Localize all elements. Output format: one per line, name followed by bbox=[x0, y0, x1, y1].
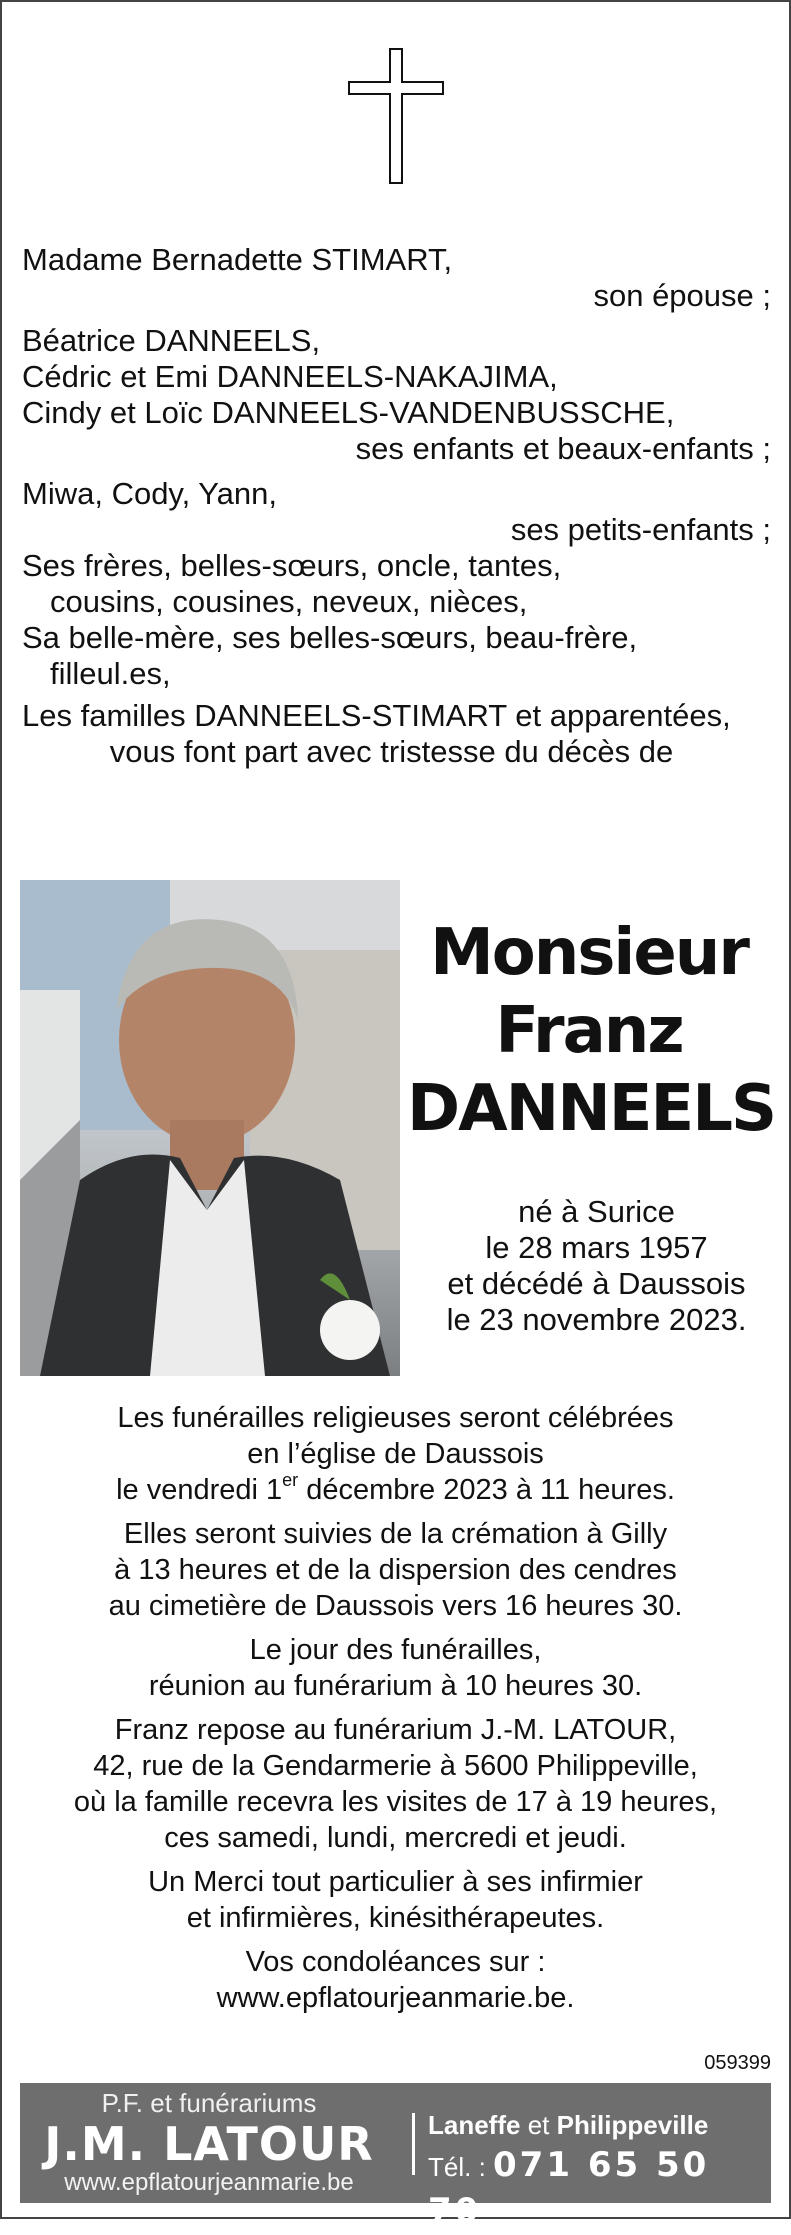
details-line: Franz repose au funérarium J.-M. LATOUR, bbox=[114, 1714, 677, 1746]
reference-number: 059399 bbox=[704, 2052, 771, 2074]
family-line: Cédric et Emi DANNEELS-NAKAJIMA, bbox=[22, 359, 558, 394]
cross-icon bbox=[346, 48, 446, 184]
details-line: où la famille recevra les visites de 17 à 19 heures, bbox=[73, 1786, 718, 1818]
announcement-line: vous font part avec tristesse du décès de bbox=[109, 734, 674, 769]
details-line: réunion au funérarium à 10 heures 30. bbox=[148, 1670, 643, 1702]
details-line: Un Merci tout particulier à ses infirmier bbox=[148, 1866, 643, 1898]
deceased-portrait bbox=[20, 880, 400, 1376]
family-line: cousins, cousines, neveux, nièces, bbox=[50, 584, 528, 619]
details-line: Elles seront suivies de la crémation à Gilly bbox=[123, 1518, 668, 1550]
deceased-name bbox=[407, 914, 776, 1148]
family-line: Sa belle-mère, ses belles-sœurs, beau-frère, bbox=[22, 620, 638, 655]
thanks-paragraph bbox=[22, 1864, 769, 1936]
details-line: Le jour des funérailles, bbox=[249, 1634, 542, 1666]
family-line: filleul.es, bbox=[50, 656, 171, 691]
funeral-home-phone[interactable]: Tél. : 071 65 50 70 bbox=[428, 2145, 710, 2231]
family-line: Madame Bernadette STIMART, bbox=[22, 242, 453, 277]
life-dates bbox=[422, 1194, 771, 1338]
family-announcement bbox=[22, 242, 771, 770]
funeral-home-subtitle: P.F. et funérariums bbox=[101, 2088, 317, 2118]
family-line: Miwa, Cody, Yann, bbox=[22, 476, 278, 511]
details-line: en l’église de Daussois bbox=[247, 1438, 544, 1470]
footer-divider bbox=[412, 2113, 415, 2175]
funeral-home-banner bbox=[20, 2083, 771, 2231]
funeral-home-contact bbox=[428, 2107, 761, 2235]
funeral-home-brand: J.M. LATOUR bbox=[44, 2117, 374, 2171]
details-line: ces samedi, lundi, mercredi et jeudi. bbox=[164, 1822, 627, 1854]
funeral-details bbox=[22, 1400, 769, 2024]
birth-date: le 28 mars 1957 bbox=[485, 1230, 708, 1265]
funeral-paragraph bbox=[22, 1400, 769, 1508]
details-line: et infirmières, kinésithérapeutes. bbox=[186, 1902, 605, 1934]
relation-line: son épouse ; bbox=[593, 278, 771, 313]
relation-line: ses enfants et beaux-enfants ; bbox=[355, 431, 771, 466]
death-date: le 23 novembre 2023. bbox=[446, 1302, 747, 1337]
details-line: 42, rue de la Gendarmerie à 5600 Philippeville, bbox=[93, 1750, 698, 1782]
details-line: au cimetière de Daussois vers 16 heures 30. bbox=[108, 1590, 683, 1622]
birth-place: né à Surice bbox=[518, 1194, 675, 1229]
cremation-paragraph bbox=[22, 1516, 769, 1624]
relation-line: ses petits-enfants ; bbox=[510, 512, 771, 547]
family-line: Cindy et Loïc DANNEELS-VANDENBUSSCHE, bbox=[22, 395, 675, 430]
details-line: le vendredi 1er décembre 2023 à 11 heures. bbox=[116, 1470, 675, 1506]
funeral-home-locations: Laneffe et Philippeville bbox=[428, 2110, 709, 2140]
condolences-paragraph bbox=[22, 1944, 769, 2016]
family-line: Béatrice DANNEELS, bbox=[22, 323, 321, 358]
family-line: Ses frères, belles-sœurs, oncle, tantes, bbox=[22, 548, 562, 583]
meeting-paragraph bbox=[22, 1632, 769, 1704]
rest-paragraph bbox=[22, 1712, 769, 1856]
details-line: à 13 heures et de la dispersion des cendres bbox=[114, 1554, 677, 1586]
funeral-home-identity bbox=[20, 2083, 398, 2203]
details-line: Les funérailles religieuses seront célébrées bbox=[117, 1402, 674, 1434]
last-name: DANNEELS bbox=[407, 1072, 776, 1146]
family-line: Les familles DANNEELS-STIMART et apparentées, bbox=[22, 698, 731, 733]
funeral-home-website[interactable]: www.epflatourjeanmarie.be bbox=[64, 2169, 354, 2196]
first-name: Franz bbox=[495, 994, 683, 1068]
death-place: et décédé à Daussois bbox=[447, 1266, 746, 1301]
name-title: Monsieur bbox=[430, 916, 748, 990]
condolences-link[interactable]: www.epflatourjeanmarie.be. bbox=[216, 1982, 575, 2014]
details-line: Vos condoléances sur : bbox=[245, 1946, 546, 1978]
